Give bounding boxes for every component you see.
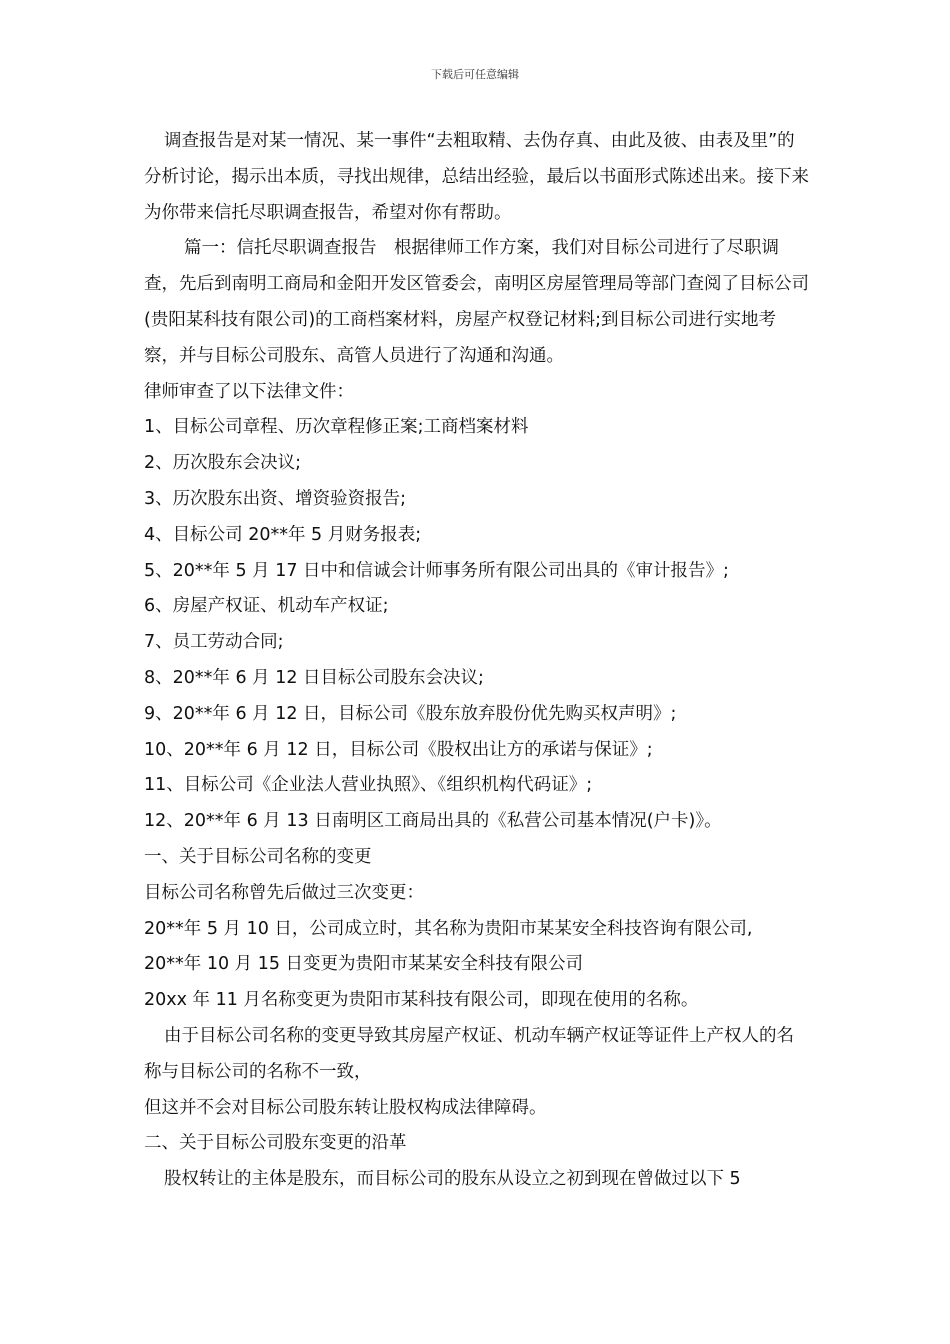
intro-paragraph: 调查报告是对某一情况、某一事件“去粗取精、去伪存真、由此及彼、由表及里”的分析讨论，揭示出本质，寻找出规律，总结出经验，最后以书面形式陈述出来。接下来为你带来信托尽职调查报告，希望对你有帮助。 [144, 131, 809, 223]
list-item: 12、20**年 6 月 13 日南明区工商局出具的《私营公司基本情况(户卡)》。 [144, 811, 722, 832]
review-intro: 律师审查了以下法律文件： [144, 381, 354, 402]
list-item: 2、历次股东会决议; [144, 453, 302, 474]
list-item: 6、房屋产权证、机动车产权证; [144, 596, 389, 617]
list-item: 1、目标公司章程、历次章程修正案;工商档案材料 [144, 417, 529, 438]
section-one-paragraph: 但这并不会对目标公司股东转让股权构成法律障碍。 [144, 1097, 547, 1118]
section-one-paragraph: 20xx 年 11 月名称变更为贵阳市某科技有限公司，即现在使用的名称。 [144, 990, 699, 1011]
section-two-title: 二、关于目标公司股东变更的沿革 [144, 1133, 407, 1154]
section-one-paragraph: 由于目标公司名称的变更导致其房屋产权证、机动车辆产权证等证件上产权人的名称与目标公司的名称不一致， [144, 1025, 794, 1082]
list-item: 11、目标公司《企业法人营业执照》、《组织机构代码证》; [144, 775, 593, 796]
list-item: 5、20**年 5 月 17 日中和信诚会计师事务所有限公司出具的《审计报告》; [144, 560, 729, 581]
list-item: 3、历次股东出资、增资验资报告; [144, 488, 407, 509]
list-item: 7、员工劳动合同; [144, 632, 284, 653]
section-one-paragraph: 20**年 5 月 10 日，公司成立时，其名称为贵阳市某某安全科技咨询有限公司, [144, 918, 753, 939]
chapter-one-paragraph: 篇一：信托尽职调查报告 根据律师工作方案，我们对目标公司进行了尽职调查，先后到南明工商局和金阳开发区管委会，南明区房屋管理局等部门查阅了目标公司(贵阳某科技有限公司)的工商档案材料，房屋产权登记材料;到目标公司进行实地考察，并与目标公司股东、高管人员进行了沟通和沟通。 [144, 238, 809, 366]
list-item: 9、20**年 6 月 12 日，目标公司《股东放弃股份优先购买权声明》; [144, 703, 677, 724]
section-one-title: 一、关于目标公司名称的变更 [144, 846, 372, 867]
document-body [144, 124, 810, 1198]
list-item: 10、20**年 6 月 12 日，目标公司《股权出让方的承诺与保证》; [144, 739, 653, 760]
section-one-paragraph: 20**年 10 月 15 日变更为贵阳市某某安全科技有限公司 [144, 954, 584, 975]
document-list [144, 410, 810, 840]
list-item: 4、目标公司 20**年 5 月财务报表; [144, 524, 422, 545]
list-item: 8、20**年 6 月 12 日目标公司股东会决议; [144, 667, 484, 688]
section-two-paragraph: 股权转让的主体是股东，而目标公司的股东从设立之初到现在曾做过以下 5 [164, 1169, 741, 1190]
header-note: 下载后可任意编辑 [431, 68, 519, 81]
section-one-paragraph: 目标公司名称曾先后做过三次变更： [144, 882, 424, 903]
